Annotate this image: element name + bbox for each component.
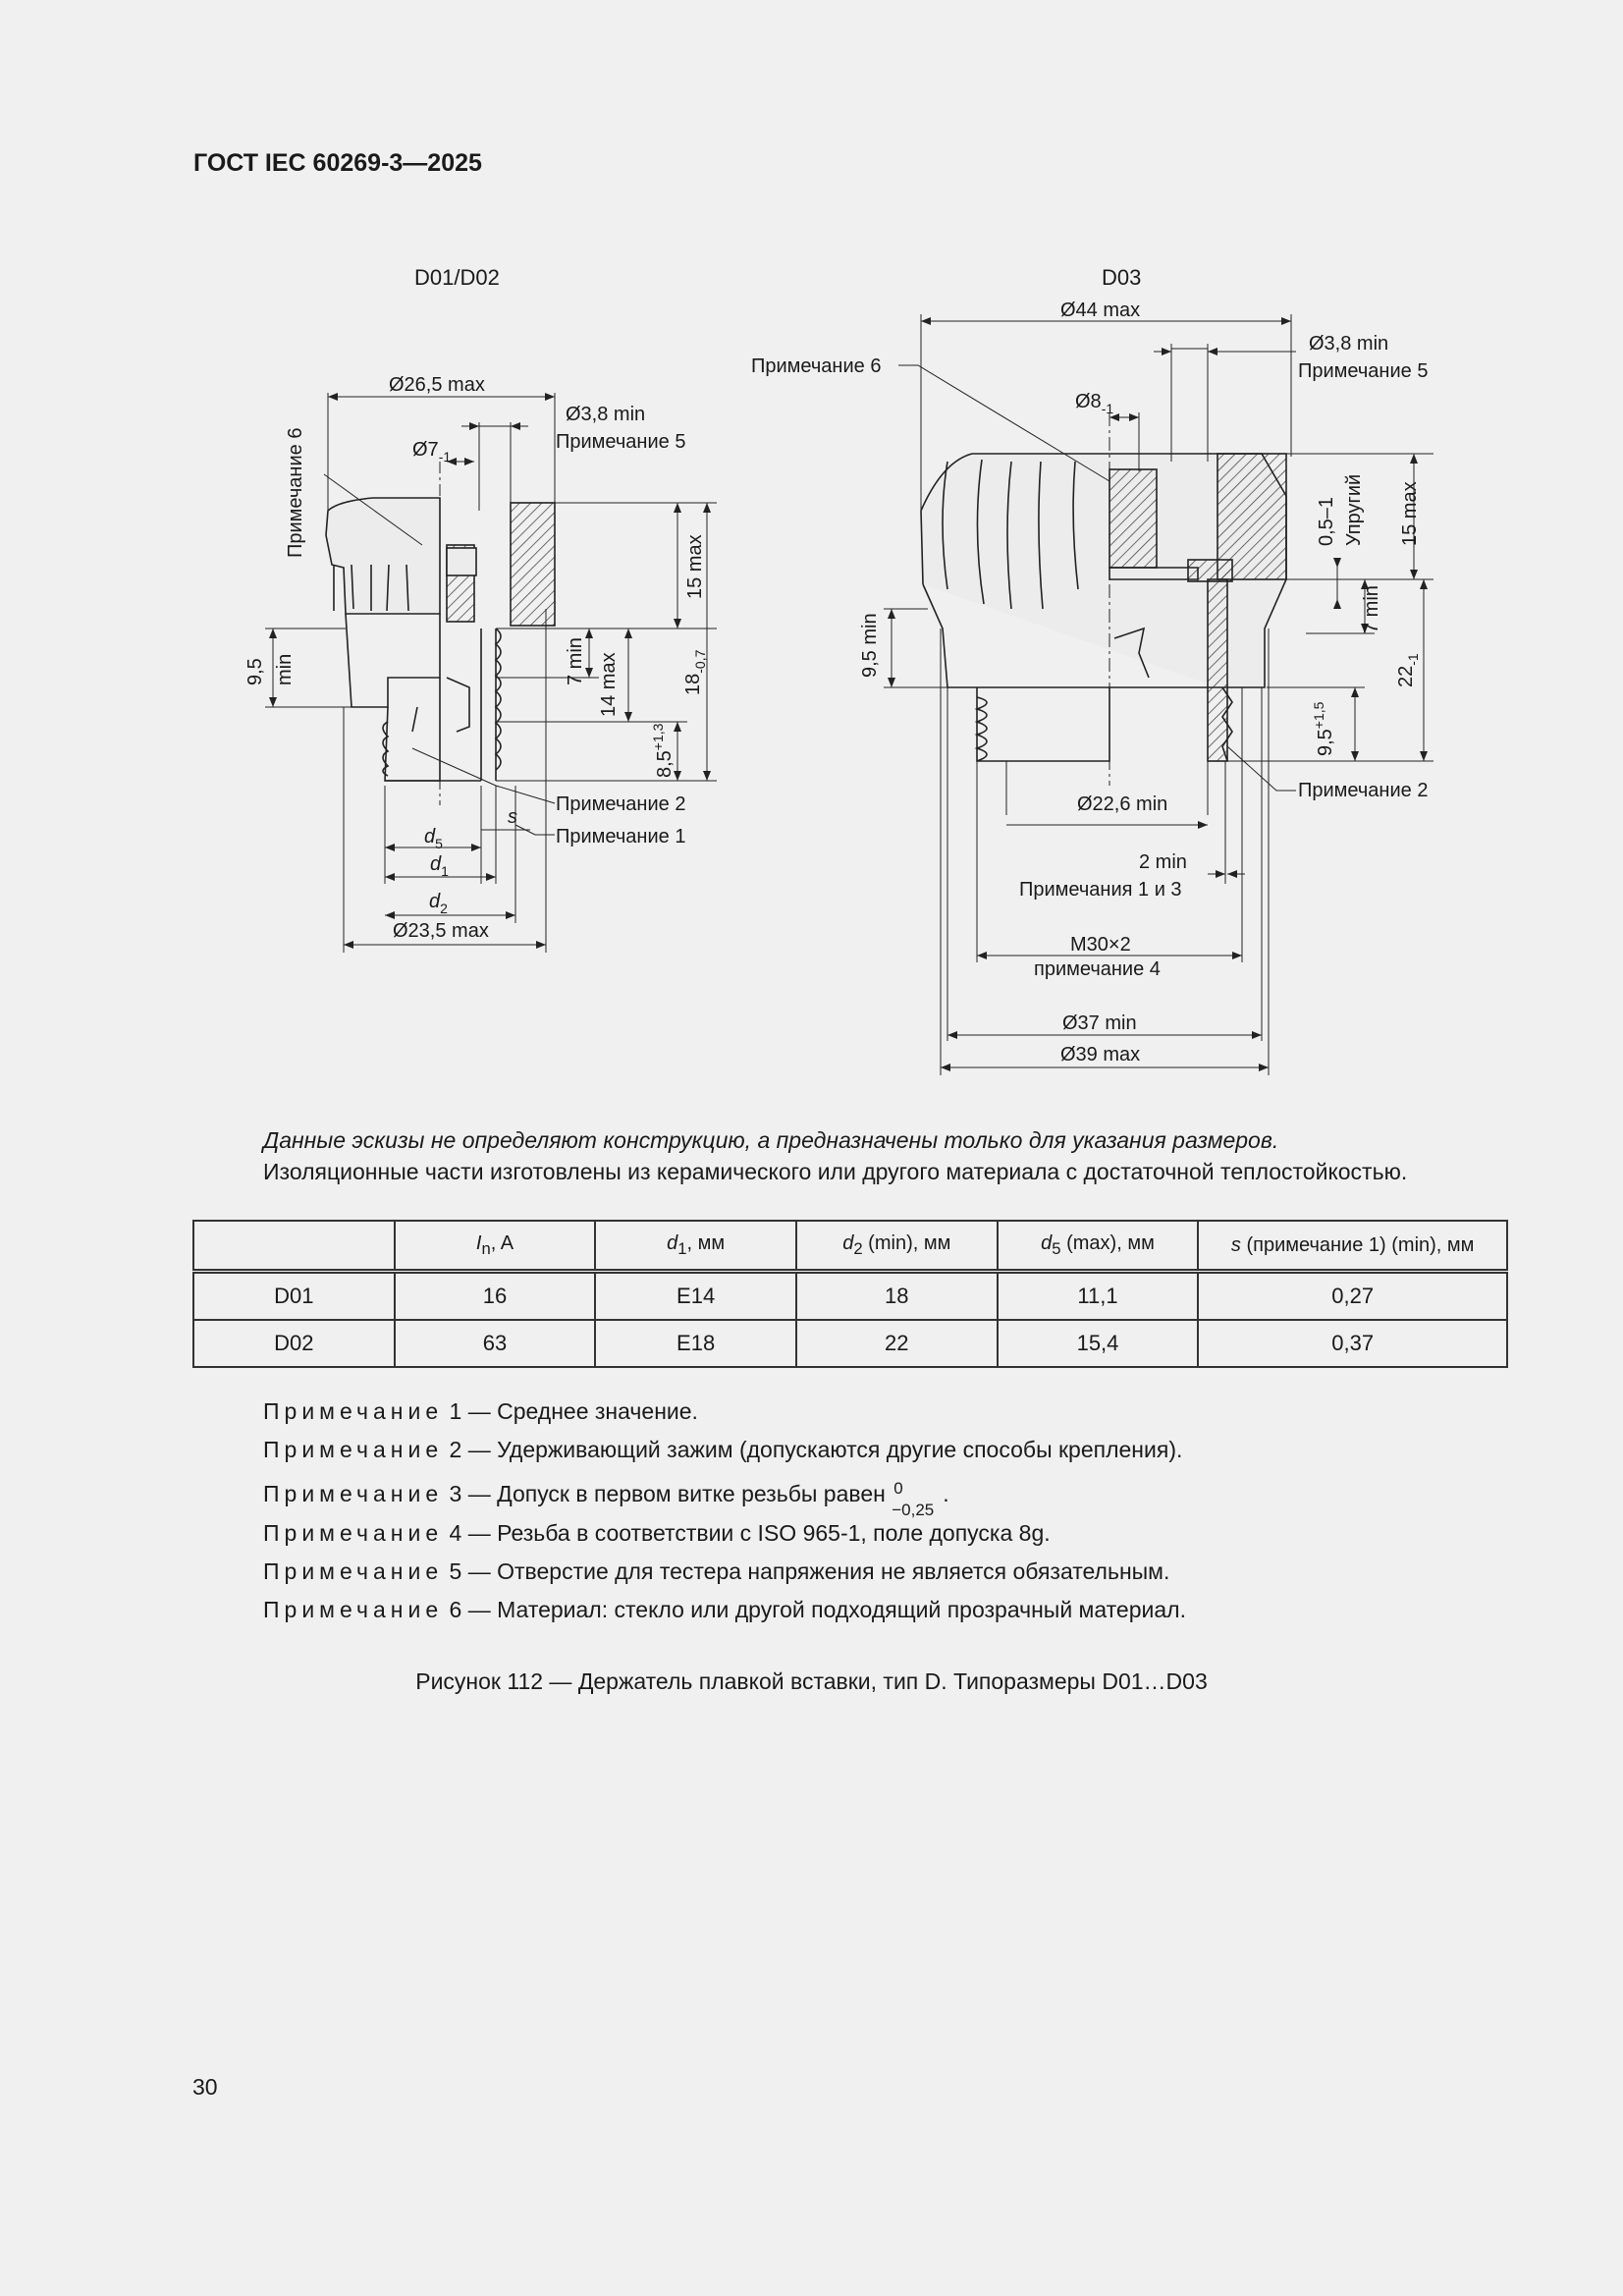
table-header-d1: $d_1$, мм — [595, 1221, 796, 1272]
note-item: Примечание 3 — Допуск в первом витке резьбы равен 0 −0,25 . — [263, 1479, 949, 1519]
table-cell: D02 — [193, 1320, 395, 1367]
table-row — [193, 1272, 1507, 1321]
dim-h051: 0,5–1 — [1316, 496, 1337, 546]
left-title: D01/D02 — [414, 265, 500, 290]
note-prefix: Примечание — [263, 1558, 444, 1584]
note-item — [263, 1394, 1186, 1433]
page-number: 30 — [192, 2074, 218, 2100]
note-text: — Среднее значение. — [467, 1398, 698, 1424]
note-prefix: Примечание — [263, 1481, 444, 1506]
dim-d38-right: Ø3,8 min — [1309, 333, 1389, 355]
dim-h95-right: 9,5 min — [859, 613, 881, 678]
right-title: D03 — [1102, 265, 1142, 290]
technical-drawing — [0, 0, 1623, 1120]
dim-h7-left: 7 min — [565, 637, 586, 685]
dim-h85-left: $8,5^{+1,3}$ — [650, 723, 676, 778]
table-cell: 63 — [395, 1320, 596, 1367]
notes-1-3: Примечания 1 и 3 — [1019, 879, 1182, 901]
note-prefix: Примечание — [263, 1398, 444, 1424]
dimensions-table — [192, 1220, 1508, 1368]
dim-d2: $d_2$ — [429, 891, 448, 916]
table-cell: E14 — [595, 1272, 796, 1321]
table-cell: 0,37 — [1198, 1320, 1507, 1367]
table-cell: 0,27 — [1198, 1272, 1507, 1321]
note-text: — Удерживающий зажим (допускаются другие способы крепления). — [467, 1437, 1183, 1462]
note-number: 6 — [449, 1597, 462, 1622]
note-number: 3 — [449, 1481, 462, 1506]
dim-d1: $d_1$ — [430, 853, 449, 879]
dim-d38-left: Ø3,8 min — [566, 404, 646, 425]
note-prefix: Примечание — [263, 1520, 444, 1546]
table-cell: E18 — [595, 1320, 796, 1367]
note-number: 4 — [449, 1520, 462, 1546]
notes-list — [263, 1394, 1186, 1631]
table-cell: 16 — [395, 1272, 596, 1321]
dim-d5: $d_5$ — [424, 826, 443, 851]
note-number: 5 — [449, 1558, 462, 1584]
document-header: ГОСТ IEC 60269-3—2025 — [193, 149, 482, 177]
dim-d37: Ø37 min — [1062, 1012, 1137, 1034]
note-number: 2 — [449, 1437, 462, 1462]
drawing-disclaimer: Данные эскизы не определяют конструкцию, а предназначены только для указания размеров. — [263, 1127, 1279, 1153]
dim-2min: 2 min — [1139, 851, 1187, 873]
note5-right: Примечание 5 — [1298, 360, 1429, 382]
dim-h18-left: $18_{-0,7}$ — [682, 649, 708, 695]
note-text: — Отверстие для тестера напряжения не является обязательным. — [467, 1558, 1170, 1584]
dim-d44: Ø44 max — [1060, 300, 1141, 321]
dim-h95-left-a: 9,5 — [244, 658, 266, 685]
left-drawing — [265, 393, 717, 953]
note-text: — Резьба в соответствии с ISO 965-1, поле допуска 8g. — [467, 1520, 1051, 1546]
dim-d235: Ø23,5 max — [393, 920, 489, 942]
note5-left: Примечание 5 — [556, 431, 686, 453]
dim-h7-right: 7 min — [1361, 585, 1382, 633]
table-row — [193, 1320, 1507, 1367]
figure-caption: Рисунок 112 — Держатель плавкой вставки, тип D. Типоразмеры D01…D03 — [415, 1668, 1208, 1694]
dim-m30: M30×2 — [1070, 934, 1131, 956]
table-header-d5: $d_5$ (max), мм — [998, 1221, 1199, 1272]
note-number: 1 — [449, 1398, 462, 1424]
note-item — [263, 1516, 1186, 1555]
dim-h15-left: 15 max — [684, 534, 706, 599]
table-header-in: $I_n$, A — [395, 1221, 596, 1272]
note4-right: примечание 4 — [1034, 958, 1161, 980]
note2-right: Примечание 2 — [1298, 780, 1429, 801]
table-cell: 15,4 — [998, 1320, 1199, 1367]
dim-d7: $Ø7_{-1}$ — [412, 439, 452, 465]
dim-d39: Ø39 max — [1060, 1044, 1141, 1066]
note-prefix: Примечание — [263, 1437, 444, 1462]
table-cell: 18 — [796, 1272, 998, 1321]
dim-s: s — [508, 806, 517, 828]
note-item — [263, 1593, 1186, 1631]
dim-h95-left-b: min — [274, 653, 296, 685]
note1-left: Примечание 1 — [556, 826, 686, 847]
note-text: — Допуск в первом витке резьбы равен — [467, 1481, 886, 1506]
dim-d8: $Ø8_{-1}$ — [1075, 391, 1114, 416]
note6-left: Примечание 6 — [285, 427, 306, 558]
table-header-s: s (примечание 1) (min), мм — [1198, 1221, 1507, 1272]
tolerance-fraction: 0 −0,25 — [892, 1479, 935, 1519]
note-prefix: Примечание — [263, 1597, 444, 1622]
table-cell: 22 — [796, 1320, 998, 1367]
dim-h22: $22_{-1}$ — [1395, 653, 1421, 687]
dim-d265: Ø26,5 max — [389, 374, 485, 396]
table-header-row — [193, 1221, 1507, 1272]
dim-h14-left: 14 max — [598, 652, 620, 717]
table-header-empty — [193, 1221, 395, 1272]
insulation-note: Изоляционные части изготовлены из керамического или другого материала с достаточной теплостойкостью. — [263, 1159, 1408, 1184]
table-header-d2: $d_2$ (min), мм — [796, 1221, 998, 1272]
label-elastic: Упругий — [1343, 473, 1365, 546]
dim-h15-right: 15 max — [1399, 481, 1421, 546]
note-item — [263, 1433, 1186, 1471]
table-cell: D01 — [193, 1272, 395, 1321]
table-cell: 11,1 — [998, 1272, 1199, 1321]
dim-d226: Ø22,6 min — [1077, 793, 1168, 815]
note-text: — Материал: стекло или другой подходящий прозрачный материал. — [467, 1597, 1186, 1622]
note6-right: Примечание 6 — [751, 355, 882, 377]
note-item — [263, 1555, 1186, 1593]
note2-left: Примечание 2 — [556, 793, 686, 815]
dim-h95b-right: $9,5^{+1,5}$ — [1311, 701, 1336, 756]
